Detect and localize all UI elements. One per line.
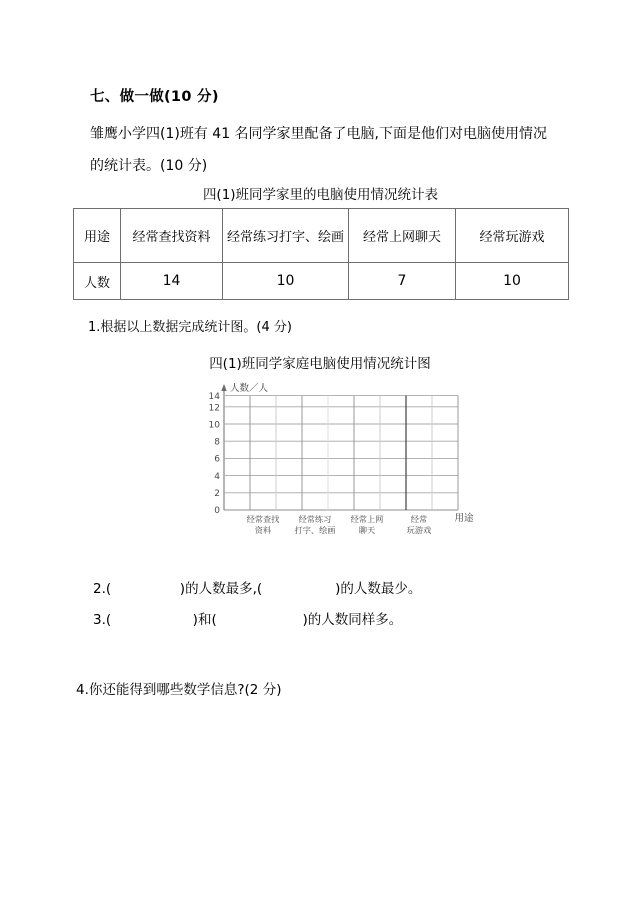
- cat-3-line-1: 经常上网: [350, 514, 384, 524]
- y-axis: [221, 384, 226, 510]
- header-category-2: 经常练习打字、绘画: [223, 209, 349, 263]
- cat-4-line-2: 玩游戏: [406, 525, 432, 535]
- y-tick-14: 14: [208, 392, 220, 402]
- statistics-table: [73, 208, 569, 300]
- bar-chart: [196, 374, 476, 544]
- x-axis-label: 用途: [454, 513, 474, 524]
- count-value-4: 10: [456, 263, 569, 300]
- question-4: 4.你还能得到哪些数学信息?(2 分): [76, 682, 282, 698]
- table-title: 四(1)班同学家里的电脑使用情况统计表: [202, 187, 439, 203]
- cat-2-line-1: 经常练习: [298, 514, 332, 524]
- chart-title: 四(1)班同学家庭电脑使用情况统计图: [209, 356, 431, 372]
- count-value-3: 7: [349, 263, 456, 300]
- table-row: [74, 209, 569, 263]
- question-2: 2.( )的人数最多,( )的人数最少。: [93, 581, 422, 597]
- count-value-1: 14: [121, 263, 223, 300]
- row-header-count: 人数: [74, 263, 121, 300]
- y-tick-labels: [209, 392, 221, 516]
- cat-2-line-2: 打字、绘画: [294, 525, 336, 535]
- x-category-labels: [247, 514, 432, 535]
- row-header-usage: 用途: [74, 209, 121, 263]
- y-tick-2: 2: [214, 489, 220, 499]
- header-category-3: 经常上网聊天: [349, 209, 456, 263]
- y-tick-0: 0: [214, 506, 220, 516]
- y-tick-4: 4: [214, 472, 220, 482]
- y-tick-10: 10: [208, 420, 220, 431]
- y-axis-label: 人数／人: [230, 383, 269, 394]
- horizontal-gridlines: [224, 396, 458, 510]
- intro-paragraph: 雏鹰小学四(1)班有 41 名同学家里配备了电脑,下面是他们对电脑使用情况的统计表。(10 分): [90, 126, 547, 174]
- cat-3-line-2: 聊天: [358, 525, 376, 535]
- section-heading: 七、做一做(10 分): [90, 89, 219, 105]
- cat-1-line-1: 经常查找: [246, 514, 280, 524]
- count-value-2: 10: [223, 263, 349, 300]
- header-category-1: 经常查找资料: [121, 209, 223, 263]
- cat-4-line-1: 经常: [410, 514, 428, 524]
- y-tick-6: 6: [214, 454, 220, 465]
- y-tick-12: 12: [208, 403, 220, 414]
- question-3: 3.( )和( )的人数同样多。: [93, 612, 403, 628]
- question-1: 1.根据以上数据完成统计图。(4 分): [88, 320, 292, 335]
- cat-1-line-2: 资料: [254, 525, 272, 535]
- chart-svg: [196, 374, 476, 544]
- y-tick-8: 8: [214, 437, 220, 448]
- table-row: [74, 263, 569, 300]
- header-category-4: 经常玩游戏: [456, 209, 569, 263]
